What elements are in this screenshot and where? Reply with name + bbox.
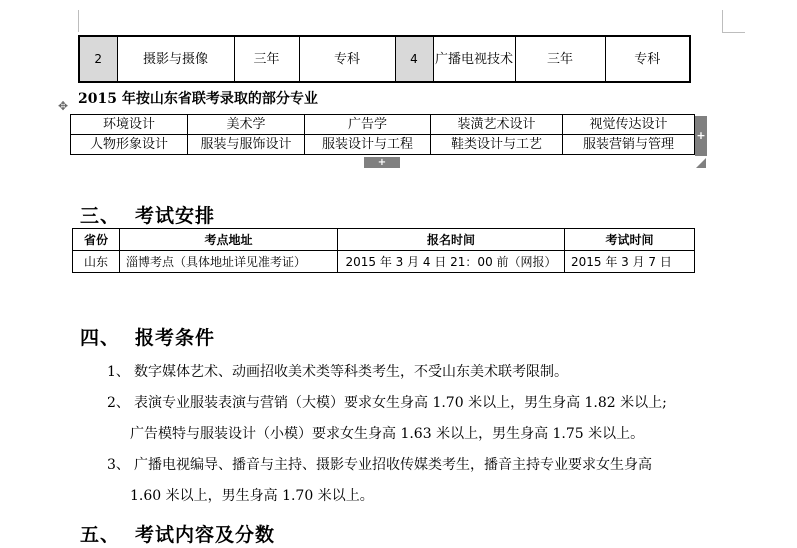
table-header-cell[interactable]: 省份	[73, 229, 120, 251]
section-number: 三、	[80, 205, 121, 227]
table-cell[interactable]: 专科	[299, 36, 395, 82]
table-cell[interactable]: 视觉传达设计	[563, 115, 695, 135]
table-cell[interactable]: 山东	[73, 251, 120, 273]
section-heading-exam-content	[80, 520, 275, 547]
table-header-cell[interactable]: 考点地址	[120, 229, 338, 251]
page-corner-mark-left	[78, 10, 79, 32]
table-row	[71, 135, 695, 155]
table-cell[interactable]: 专科	[605, 36, 690, 82]
table-cell[interactable]: 摄影与摄像	[117, 36, 234, 82]
section-title: 考试内容及分数	[135, 524, 276, 546]
list-item-line: 数字媒体艺术、动画招收美术类等科类考生，不受山东美术联考限制。	[134, 364, 568, 380]
add-column-button[interactable]: +	[695, 116, 707, 156]
table-cell[interactable]: 2015 年 3 月 7 日	[565, 251, 695, 273]
list-item-number: 1、	[107, 364, 130, 380]
table-row	[73, 251, 695, 273]
table-move-handle-icon[interactable]: ✥	[58, 99, 69, 113]
table-cell[interactable]: 广告学	[305, 115, 431, 135]
table-row	[71, 115, 695, 135]
section-title: 报考条件	[135, 327, 216, 349]
list-item-line: 广告模特与服装设计（小模）要求女生身高 1.63 米以上，男生身高 1.75 米以上。	[130, 426, 645, 442]
list-item-line: 表演专业服装表演与营销（大模）要求女生身高 1.70 米以上，男生身高 1.82 米以上;	[134, 395, 667, 411]
program-table	[78, 35, 691, 83]
table-cell[interactable]: 服装营销与管理	[563, 135, 695, 155]
table-resize-handle-icon[interactable]	[696, 158, 706, 168]
table-cell[interactable]: 美术学	[188, 115, 305, 135]
table-header-row	[73, 229, 695, 251]
table-cell[interactable]: 2	[79, 36, 117, 82]
table-cell[interactable]: 4	[395, 36, 433, 82]
section-title: 考试安排	[135, 205, 216, 227]
page-corner-mark-right	[722, 10, 745, 33]
table-cell[interactable]: 三年	[515, 36, 605, 82]
list-item-line: 广播电视编导、播音与主持、摄影专业招收传媒类考生，播音主持专业要求女生身高	[134, 457, 652, 473]
list-item-line: 1.60 米以上，男生身高 1.70 米以上。	[130, 488, 374, 504]
section-number: 五、	[80, 524, 121, 546]
majors-caption: 2015 年按山东省联考录取的部分专业	[78, 91, 318, 107]
list-item-number: 2、	[107, 395, 130, 411]
table-cell[interactable]: 人物形象设计	[71, 135, 188, 155]
table-header-cell[interactable]: 考试时间	[565, 229, 695, 251]
section-number: 四、	[80, 327, 121, 349]
table-row	[79, 36, 690, 82]
table-cell[interactable]: 装潢艺术设计	[431, 115, 563, 135]
exam-schedule-table	[72, 228, 695, 273]
table-cell[interactable]: 鞋类设计与工艺	[431, 135, 563, 155]
table-cell[interactable]: 三年	[234, 36, 299, 82]
table-cell[interactable]: 服装设计与工程	[305, 135, 431, 155]
table-cell[interactable]: 服装与服饰设计	[188, 135, 305, 155]
table-cell[interactable]: 广播电视技术	[433, 36, 515, 82]
table-cell[interactable]: 环境设计	[71, 115, 188, 135]
add-row-button[interactable]: +	[364, 157, 400, 168]
majors-table	[70, 114, 695, 155]
list-item-number: 3、	[107, 457, 130, 473]
list-item	[107, 450, 747, 512]
section-heading-requirements	[80, 323, 215, 350]
list-item	[107, 357, 727, 388]
list-item	[107, 388, 747, 450]
table-header-cell[interactable]: 报名时间	[338, 229, 565, 251]
table-cell[interactable]: 淄博考点（具体地址详见准考证）	[120, 251, 338, 273]
table-cell[interactable]: 2015 年 3 月 4 日 21：00 前（网报）	[338, 251, 565, 273]
section-heading-exam-arrangement	[80, 201, 215, 228]
